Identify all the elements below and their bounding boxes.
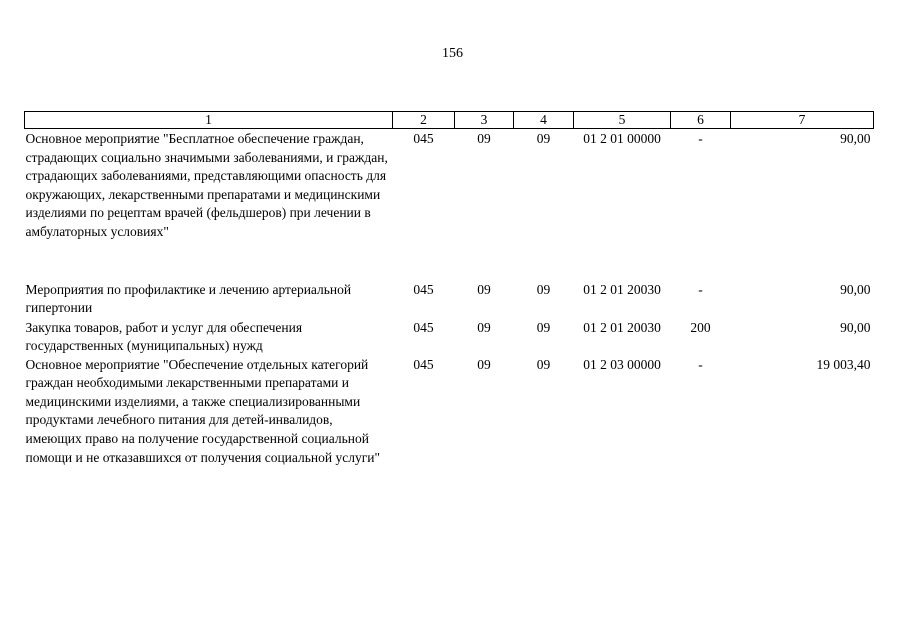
column-header-5: 5 (574, 112, 671, 129)
row-name: Основное мероприятие "Обеспечение отдельных категорий граждан необходимыми лекарственными препаратами и медицинскими изделиями, а также специализированными продуктами лечебного питания для детей-инвалидов, имеющих право на получение государственной социальной помощи и не отказавшихся от получения социальной услуги" (25, 356, 380, 465)
budget-table (24, 111, 874, 467)
column-header-1: 1 (25, 112, 393, 129)
row-code-ministry: 045 (413, 131, 434, 146)
row-name: Мероприятия по профилактике и лечению артериальной гипертонии (25, 281, 352, 316)
row-code-expense-type: - (698, 281, 703, 297)
page-number: 156 (442, 46, 463, 61)
row-code-expense-type: - (698, 131, 703, 146)
row-code-ministry: 045 (413, 356, 434, 372)
row-code-section: 09 (477, 131, 491, 146)
column-header-4: 4 (514, 112, 574, 129)
row-code-ministry: 045 (413, 281, 434, 297)
row-code-expense-type: 200 (690, 319, 711, 335)
row-code-target: 01 2 01 20030 (583, 319, 661, 335)
row-amount: 90,00 (840, 281, 871, 297)
row-code-subsection: 09 (536, 131, 551, 146)
table-row (25, 129, 874, 281)
row-code-section: 09 (477, 319, 491, 335)
row-code-section: 09 (477, 356, 491, 372)
row-code-subsection: 09 (536, 319, 551, 335)
row-code-target: 01 2 01 00000 (583, 131, 661, 146)
row-amount: 19 003,40 (816, 356, 871, 372)
table-header-row (25, 112, 874, 129)
row-code-subsection: 09 (536, 356, 551, 372)
row-code-expense-type: - (698, 356, 703, 372)
row-code-target: 01 2 01 20030 (583, 281, 661, 297)
row-code-subsection: 09 (536, 281, 551, 297)
row-amount: 90,00 (840, 319, 871, 335)
table-row (25, 281, 874, 319)
table-row (25, 356, 874, 468)
row-name: Закупка товаров, работ и услуг для обеспечения государственных (муниципальных) нужд (25, 319, 303, 354)
row-name: Основное мероприятие "Бесплатное обеспечение граждан, страдающих социально значимыми заболеваниями, и граждан, страдающих заболеваниями, представляющими опасность для окружающих, лекарственными препаратами и медицинскими изделиями по рецептам врачей (фельдшеров) при лечении в амбулаторных условиях" (25, 131, 388, 239)
table-row (25, 319, 874, 356)
column-header-3: 3 (455, 112, 514, 129)
row-code-target: 01 2 03 00000 (583, 356, 661, 372)
row-amount: 90,00 (840, 131, 871, 146)
column-header-6: 6 (671, 112, 731, 129)
column-header-2: 2 (393, 112, 455, 129)
column-header-7: 7 (731, 112, 874, 129)
row-code-ministry: 045 (413, 319, 434, 335)
row-code-section: 09 (477, 281, 491, 297)
